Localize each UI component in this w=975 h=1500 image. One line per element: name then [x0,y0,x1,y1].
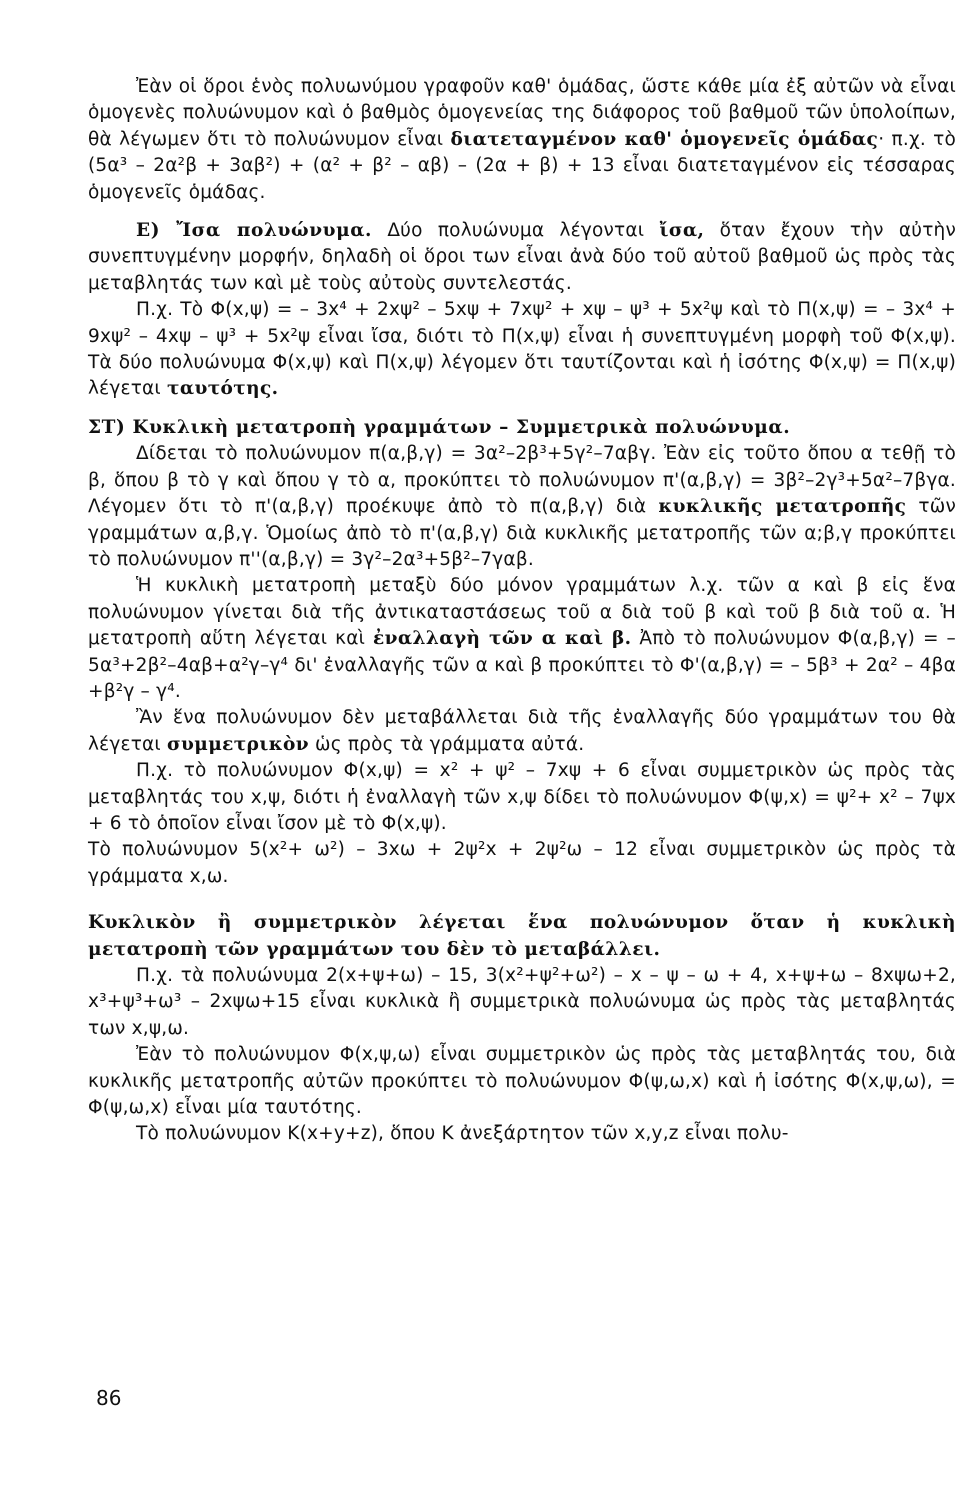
paragraph-cyclic-identity: Ἐὰν τὸ πολυώνυμον Φ(x,ψ,ω) εἶναι συμμετρικὸν ὡς πρὸς τὰς μεταβλητάς του, διὰ κυκλικῆς μετατροπῆς αὐτῶν προκύπτει τὸ πολυώνυμον Φ(ψ,ω,x) καὶ ἡ ἰσότης Φ(x,ψ,ω), = Φ(ψ,ω,x) εἶναι μία ταυτότης. [88,1044,956,1119]
paragraph-equal-polynomials: Ε) Ἴσα πολυώνυμα. Δύο πολυώνυμα λέγονται ἴσα, ὅταν ἔχουν τὴν αὐτὴν συνεπτυγμένην μορφήν, δηλαδὴ οἱ ὅροι των εἶναι ἀνὰ δύο τοῦ αὐτοῦ βαθμοῦ ὡς πρὸς τὰς μεταβλητάς των καὶ μὲ τοὺς αὐτοὺς συντελεστάς. [88,220,957,294]
paragraph-symmetric-definition: Ἂν ἕνα πολυώνυμον δὲν μεταβάλλεται διὰ τῆς ἐναλλαγῆς δύο γραμμάτων του θὰ λέγεται συμμετρικὸν ὡς πρὸς τὰ γράμματα αὐτά. [88,707,956,755]
paragraph-example-identity: Π.χ. Τὸ Φ(x,ψ) = – 3x⁴ + 2xψ² – 5xψ + 7xψ² + xψ – ψ³ + 5x²ψ καὶ τὸ Π(x,ψ) = – 3x⁴ + 9xψ² – 4xψ – ψ³ + 5x²ψ εἶναι ἴσα, διότι τὸ Π(x,ψ) εἶναι ἡ συνεπτυγμένη μορφὴ τοῦ Φ(x,ψ). Τὰ δύο πολυώνυμα Φ(x,ψ) καὶ Π(x,ψ) λέγομεν ὅτι ταυτίζονται καὶ ἡ ἰσότης Φ(x,ψ) = Π(x,ψ) λέγεται ταυτότης. [88,299,956,400]
section-heading-st: ΣΤ) Κυκλικὴ μετατροπὴ γραμμάτων – Συμμετρικὰ πολυώνυμα. [88,416,791,438]
term-symmetric: συμμετρικὸν [166,733,309,755]
term-identity: ταυτότης. [166,378,279,400]
paragraph-ordered-groups: Ἐὰν οἱ ὅροι ἑνὸς πολυωνύμου γραφοῦν καθ' ὁμάδας, ὥστε κάθε μία ἐξ αὐτῶν νὰ εἶναι ὁμογενὲς πολυώνυμον καὶ ὁ βαθμὸς ὁμογενείας της διάφορος τοῦ βαθμοῦ τῶν ὑπολοίπων, θὰ λέγωμεν ὅτι τὸ πολυώνυμον εἶναι διατεταγμένον καθ' ὁμογενεῖς ὁμάδας· π.χ. τὸ (5α³ – 2α²β + 3αβ²) + (α² + β² – αβ) – (2α + β) + 13 εἶναι διατεταγμένον εἰς τέσσαρας ὁμογενεῖς ὁμάδας. [88,76,957,203]
page-body [88,74,956,1148]
paragraph-cyclic-examples: Π.χ. τὰ πολυώνυμα 2(x+ψ+ω) – 15, 3(x²+ψ²+ω²) – x – ψ – ω + 4, x+ψ+ω – 8xψω+2, x³+ψ³+ω³ – 2xψω+15 εἶναι κυκλικὰ ἢ συμμετρικὰ πολυώνυμα ὡς πρὸς τὰς μεταβλητάς των x,ψ,ω. [88,965,956,1039]
term-ordered-groups: διατεταγμένον καθ' ὁμογενεῖς ὁμάδας [450,128,879,150]
term-cyclic-permutation: κυκλικῆς μετατροπῆς [658,496,907,518]
paragraph-cyclic-permutation: Δίδεται τὸ πολυώνυμον π(α,β,γ) = 3α²–2β³+5γ²–7αβγ. Ἐὰν εἰς τοῦτο ὅπου α τεθῇ τὸ β, ὅπου β τὸ γ καὶ ὅπου γ τὸ α, προκύπτει τὸ πολυώνυμον π'(α,β,γ) = 3β²–2γ³+5α²–7βγα. Λέγομεν ὅτι τὸ π'(α,β,γ) προέκυψε ἀπὸ τὸ π(α,β,γ) διὰ κυκλικῆς μετατροπῆς τῶν γραμμάτων α,β,γ. Ὁμοίως ἀπὸ τὸ π'(α,β,γ) διὰ κυκλικῆς μετατροπῆς τῶν α;β,γ προκύπτει τὸ πολυώνυμον π''(α,β,γ) = 3γ²–2α³+5β²–7γαβ. [88,443,956,570]
paragraph-interchange: Ἡ κυκλικὴ μετατροπὴ μεταξὺ δύο μόνον γραμμάτων λ.χ. τῶν α καὶ β εἰς ἕνα πολυώνυμον γίνεται διὰ τῆς ἀντικαταστάσεως τοῦ α διὰ τοῦ β καὶ τοῦ β διὰ τοῦ α. Ἡ μετατροπὴ αὕτη λέγεται καὶ ἐναλλαγὴ τῶν α καὶ β. Ἀπὸ τὸ πολυώνυμον Φ(α,β,γ) = –5α³+2β²–4αβ+α²γ–γ⁴ δι' ἐναλλαγῆς τῶν α καὶ β προκύπτει τὸ Φ'(α,β,γ) = – 5β³ + 2α² – 4βα +β²γ – γ⁴. [88,575,957,702]
term-equal: ἴσα, [659,220,705,242]
paragraph-symmetric-example: Π.χ. τὸ πολυώνυμον Φ(x,ψ) = x² + ψ² – 7xψ + 6 εἶναι συμμετρικὸν ὡς πρὸς τὰς μεταβλητάς του x,ψ, διότι ἡ ἐναλλαγὴ τῶν x,ψ δίδει τὸ πολυώνυμον Φ(ψ,x) = ψ²+ x² – 7ψx + 6 τὸ ὁποῖον εἶναι ἴσον μὲ τὸ Φ(x,ψ). [88,760,956,834]
paragraph-cyclic-definition: Κυκλικὸν ἢ συμμετρικὸν λέγεται ἕνα πολυώνυμον ὅταν ἡ κυκλικὴ μετατροπὴ τῶν γραμμάτων του δὲν τὸ μεταβάλλει. [88,912,956,960]
paragraph-continued: Τὸ πολυώνυμον Κ(x+y+z), ὅπου Κ ἀνεξάρτητον τῶν x,y,z εἶναι πολυ- [136,1123,789,1145]
paragraph-symmetric-example-2: Τὸ πολυώνυμον 5(x²+ ω²) – 3xω + 2ψ²x + 2ψ²ω – 12 εἶναι συμμετρικὸν ὡς πρὸς τὰ γράμματα x,ω. [88,839,956,887]
term-interchange: ἐναλλαγὴ τῶν α καὶ β. [372,628,632,650]
section-heading-e: Ε) Ἴσα πολυώνυμα. [136,220,373,242]
page-number: 86 [96,1386,122,1410]
